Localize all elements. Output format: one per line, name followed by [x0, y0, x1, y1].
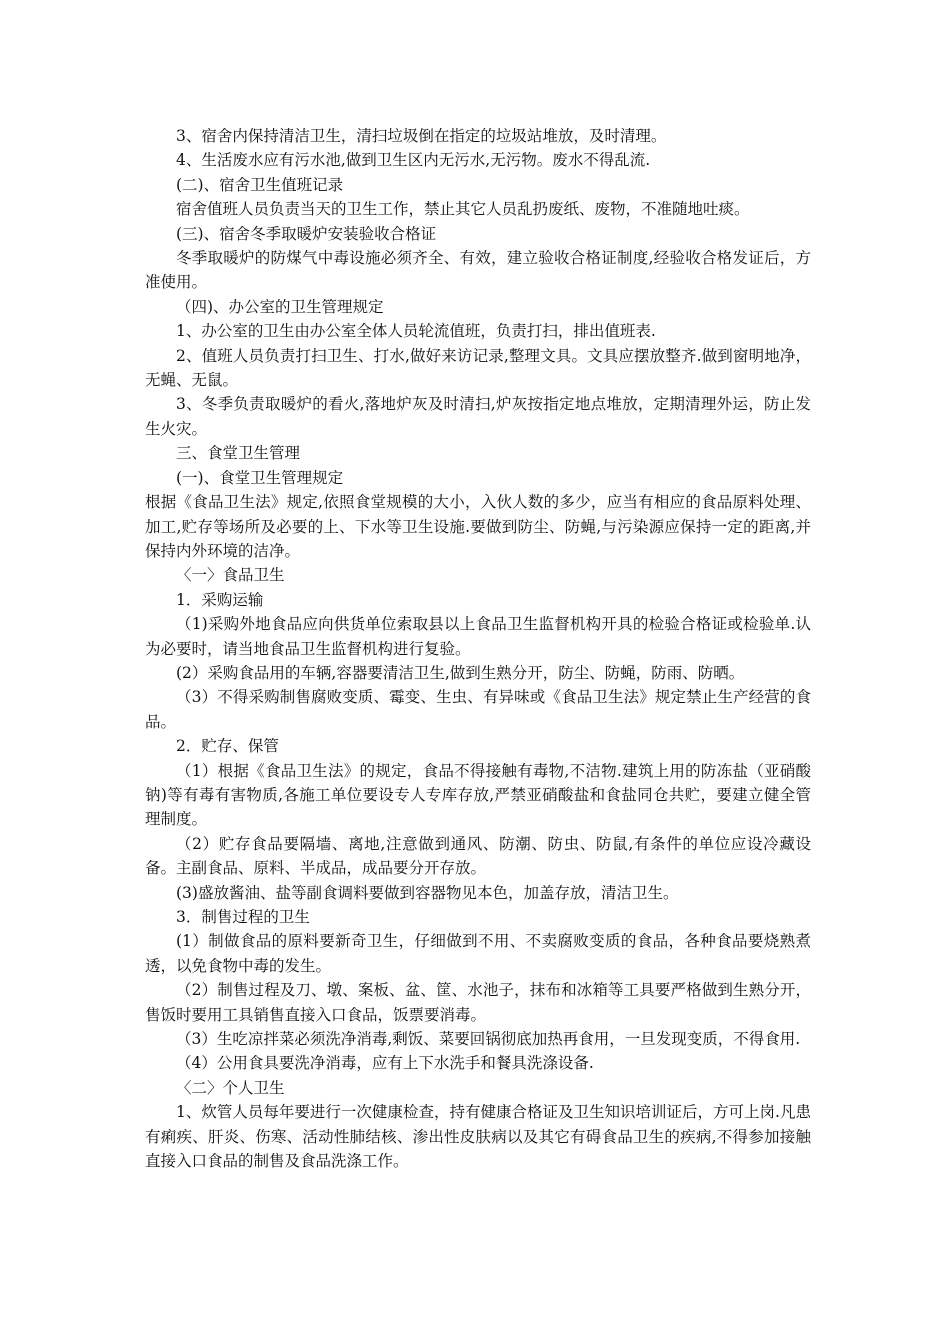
heading-heater-certificate: (三)、宿舍冬季取暖炉安装验收合格证 — [176, 224, 437, 243]
paragraph-purchase-1: （1)采购外地食品应向供货单位索取县以上食品卫生监督机构开具的检验合格证或检验单.认为必要时，请当地食品卫生监督机构进行复验。 — [145, 615, 811, 658]
heading-production-hygiene: 3．制售过程的卫生 — [176, 908, 310, 926]
paragraph-office-duty: 2、值班人员负责打扫卫生、打水,做好来访记录,整理文具。文具应摆放整齐.做到窗明地净，无蝇、无鼠。 — [145, 346, 811, 390]
paragraph-production-4: （4）公用食具要洗净消毒，应有上下水洗手和餐具洗涤设备. — [176, 1054, 594, 1073]
paragraph-production-3: （3）生吃凉拌菜必须洗净消毒,剩饭、菜要回锅彻底加热再食用，一旦发现变质，不得食用. — [176, 1030, 801, 1049]
document-body — [145, 124, 811, 1173]
paragraph-production-2: （2）制售过程及刀、墩、案板、盆、筐、水池子，抹布和冰箱等工具要严格做到生熟分开，售饭时要用工具销售直接入口食品，饭票要消毒。 — [145, 981, 811, 1024]
paragraph-storage-1: （1）根据《食品卫生法》的规定，食品不得接触有毒物,不洁物.建筑上用的防冻盐（亚硝酸钠)等有毒有害物质,各施工单位要设专人专库存放,严禁亚硝酸盐和食盐同仓共贮，要建立健全管理制度。 — [145, 761, 811, 829]
paragraph-production-1: (1）制做食品的原料要新奇卫生，仔细做到不用、不卖腐败变质的食品，各种食品要烧熟煮透，以免食物中毒的发生。 — [145, 932, 811, 975]
heading-personal-hygiene: 〈二〉个人卫生 — [176, 1078, 285, 1097]
heading-canteen-hygiene: 三、食堂卫生管理 — [176, 444, 301, 463]
paragraph-heater-safety: 冬季取暖炉的防煤气中毒设施必须齐全、有效，建立验收合格证制度,经验收合格发证后，方准使用。 — [145, 249, 811, 292]
paragraph-dorm-cleanliness: 3、宿舍内保持清洁卫生，清扫垃圾倒在指定的垃圾站堆放，及时清理。 — [176, 127, 667, 145]
paragraph-food-law: 根据《食品卫生法》规定,依照食堂规模的大小，入伙人数的多少，应当有相应的食品原料处理、加工,贮存等场所及必要的上、下水等卫生设施.要做到防尘、防蝇,与污染源应保持一定的距离,并保持内外环境的洁净。 — [145, 493, 811, 560]
heading-storage: 2．贮存、保管 — [176, 737, 279, 756]
paragraph-purchase-2: (2）采购食品用的车辆,容器要清洁卫生,做到生熟分开，防尘、防蝇，防雨、防晒。 — [176, 663, 745, 682]
heading-office-hygiene: （四)、办公室的卫生管理规定 — [176, 297, 384, 316]
heading-canteen-rules: (一)、食堂卫生管理规定 — [176, 468, 344, 487]
paragraph-health-check: 1、炊管人员每年要进行一次健康检查，持有健康合格证及卫生知识培训证后，方可上岗.凡患有痢疾、肝炎、伤寒、活动性肺结核、渗出性皮肤病以及其它有碍食品卫生的疾病,不得参加接触直接入口食品的制售及食品洗涤工作。 — [145, 1103, 811, 1171]
heading-dorm-duty-record: (二)、宿舍卫生值班记录 — [176, 175, 344, 194]
paragraph-storage-2: （2）贮存食品要隔墙、离地,注意做到通风、防潮、防虫、防鼠,有条件的单位应设冷藏设备。主副食品、原料、半成品，成品要分开存放。 — [145, 834, 811, 878]
heading-purchase-transport: 1．采购运输 — [176, 590, 264, 609]
paragraph-office-heater: 3、冬季负责取暖炉的看火,落地炉灰及时清扫,炉灰按指定地点堆放，定期清理外运，防止发生火灾。 — [145, 395, 811, 438]
heading-food-hygiene: 〈一〉食品卫生 — [176, 566, 285, 585]
paragraph-dorm-duty: 宿舍值班人员负责当天的卫生工作，禁止其它人员乱扔废纸、废物，不准随地吐痰。 — [176, 200, 750, 219]
paragraph-waste-water: 4、生活废水应有污水池,做到卫生区内无污水,无污物。废水不得乱流. — [176, 151, 651, 170]
paragraph-purchase-3: （3）不得采购制售腐败变质、霉变、生虫、有异味或《食品卫生法》规定禁止生产经营的食品。 — [145, 688, 811, 731]
paragraph-office-rotation: 1、办公室的卫生由办公室全体人员轮流值班，负责打扫，排出值班表. — [176, 322, 656, 341]
paragraph-storage-3: (3)盛放酱油、盐等副食调料要做到容器物见本色，加盖存放，清洁卫生。 — [176, 883, 679, 902]
